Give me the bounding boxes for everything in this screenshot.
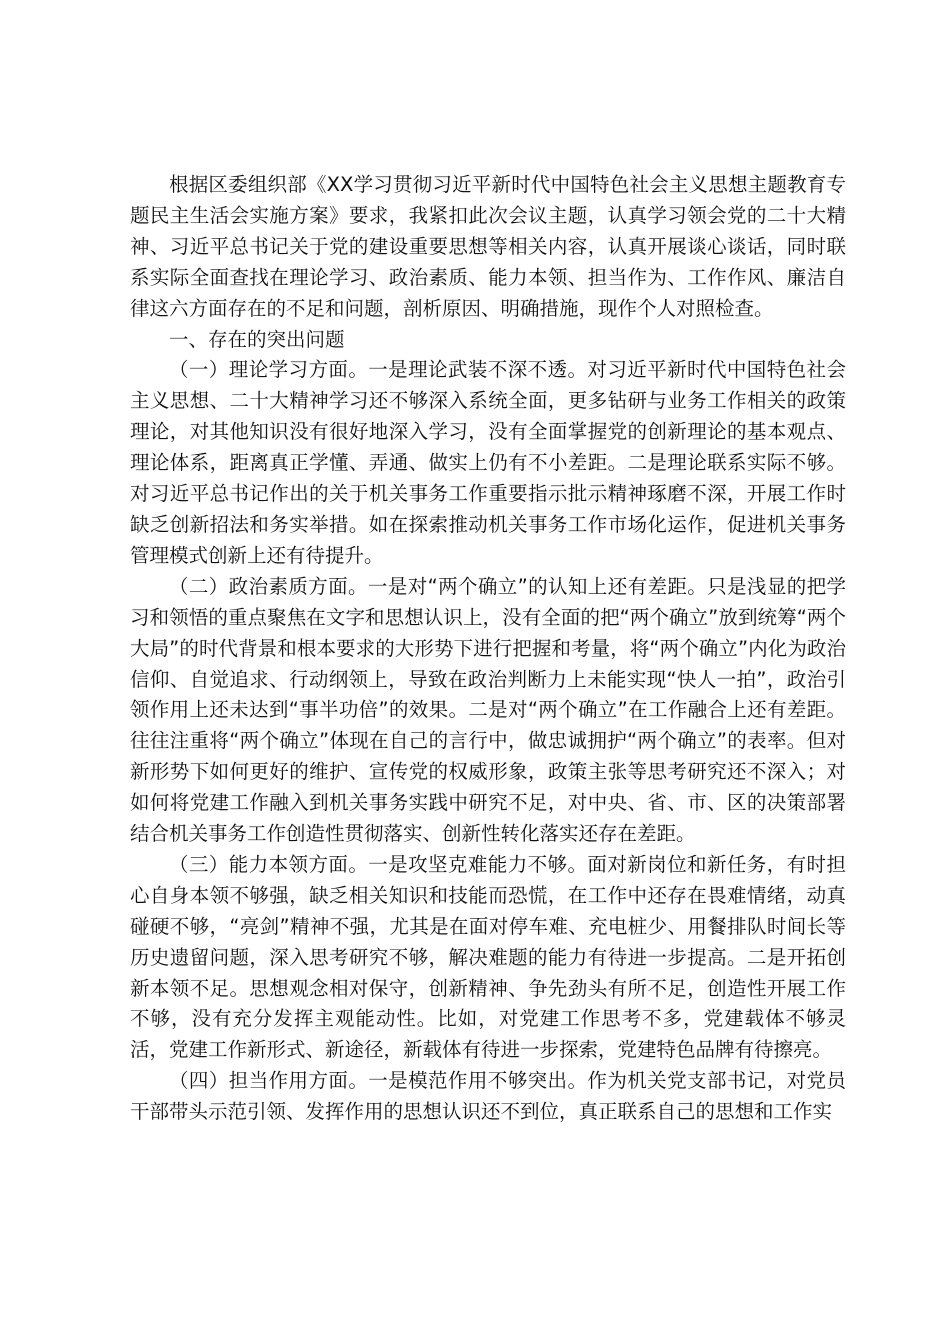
paragraph-ability: （三）能力本领方面。一是攻坚克难能力不够。面对新岗位和新任务，有时担心自身本领不够强，缺乏相关知识和技能而恐慌，在工作中还存在畏难情绪，动真碰硬不够，“亮剑”精神不强，尤其是在面对停车难、充电桩少、用餐排队时间长等历史遗留问题，深入思考研究不够，解决难题的能力有待进一步提高。二是开拓创新本领不足。思想观念相对保守，创新精神、争先劲头有所不足，创造性开展工作不够，没有充分发挥主观能动性。比如，对党建工作思考不多，党建载体不够灵活，党建工作新形式、新途径，新载体有待进一步探索，党建特色品牌有待擦亮。 xyxy=(130,852,846,1062)
paragraph-political-quality: （二）政治素质方面。一是对“两个确立”的认知上还有差距。只是浅显的把学习和领悟的重点聚焦在文字和思想认识上，没有全面的把“两个确立”放到统筹“两个大局”的时代背景和根本要求的大形势下进行把握和考量，将“两个确立”内化为政治信仰、自觉追求、行动纲领上，导致在政治判断力上未能实现“快人一拍”，政治引领作用上还未达到“事半功倍”的效果。二是对“两个确立”在工作融合上还有差距。往往注重将“两个确立”体现在自己的言行中，做忠诚拥护“两个确立”的表率。但对新形势下如何更好的维护、宣传党的权威形象，政策主张等思考研究还不深入；对如何将党建工作融入到机关事务实践中研究不足，对中央、省、市、区的决策部署结合机关事务工作创造性贯彻落实、创新性转化落实还存在差距。 xyxy=(130,574,846,846)
paragraph-responsibility: （四）担当作用方面。一是模范作用不够突出。作为机关党支部书记，对党员干部带头示范引领、发挥作用的思想认识还不到位，真正联系自己的思想和工作实 xyxy=(130,1069,846,1124)
section-heading-problems: 一、存在的突出问题 xyxy=(169,327,345,351)
document-body xyxy=(130,170,846,1128)
paragraph-theory-study: （一）理论学习方面。一是理论武装不深不透。对习近平新时代中国特色社会主义思想、二十大精神学习还不够深入系统全面，更多钻研与业务工作相关的政策理论，对其他知识没有很好地深入学习，没有全面掌握党的创新理论的基本观点、理论体系，距离真正学懂、弄通、做实上仍有不小差距。二是理论联系实际不够。对习近平总书记作出的关于机关事务工作重要指示批示精神琢磨不深，开展工作时缺乏创新招法和务实举措。如在探索推动机关事务工作市场化运作，促进机关事务管理模式创新上还有待提升。 xyxy=(130,358,846,567)
intro-paragraph: 根据区委组织部《XX学习贯彻习近平新时代中国特色社会主义思想主题教育专题民主生活会实施方案》要求，我紧扣此次会议主题，认真学习领会党的二十大精神、习近平总书记关于党的建设重要思想等相关内容，认真开展谈心谈话，同时联系实际全面查找在理论学习、政治素质、能力本领、担当作为、工作作风、廉洁自律这六方面存在的不足和问题，剖析原因、明确措施，现作个人对照检查。 xyxy=(130,173,846,320)
